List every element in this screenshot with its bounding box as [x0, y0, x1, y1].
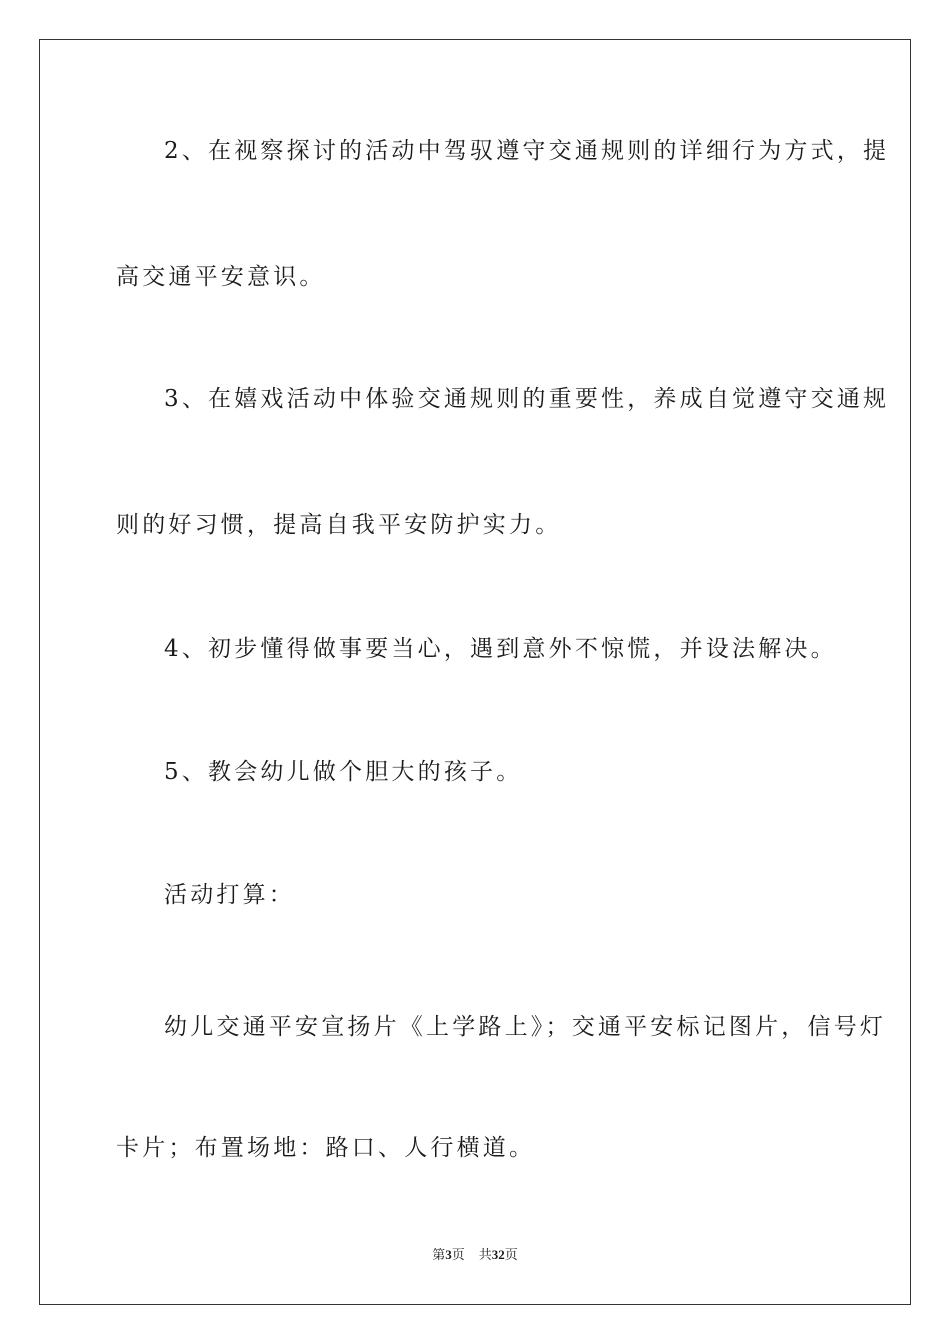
paragraph-line: 幼儿交通平安宣扬片《上学路上》；交通平安标记图片，信号灯 — [164, 1014, 887, 1040]
paragraph-line: 5、教会幼儿做个胆大的孩子。 — [164, 759, 523, 785]
page-footer — [0, 1247, 950, 1263]
paragraph-line: 4、初步懂得做事要当心，遇到意外不惊慌，并设法解决。 — [164, 636, 837, 662]
total-page-count: 32 — [491, 1247, 505, 1262]
paragraph-line: 3、在嬉戏活动中体验交通规则的重要性，养成自觉遵守交通规 — [164, 386, 890, 412]
paragraph-line: 则的好习惯，提高自我平安防护实力。 — [116, 512, 562, 538]
total-label-unit: 页 — [504, 1247, 518, 1262]
paragraph-line: 2、在视察探讨的活动中驾驭遵守交通规则的详细行为方式，提 — [164, 138, 890, 164]
page-border — [39, 39, 911, 1305]
section-heading: 活动打算： — [164, 882, 295, 908]
page-label-prefix: 第 — [432, 1247, 446, 1262]
paragraph-line: 卡片；布置场地：路口、人行横道。 — [116, 1135, 536, 1161]
current-page-number: 3 — [445, 1247, 452, 1262]
page-label-unit: 页 — [451, 1247, 465, 1262]
total-label-prefix: 共 — [478, 1247, 492, 1262]
paragraph-line: 高交通平安意识。 — [116, 264, 326, 290]
